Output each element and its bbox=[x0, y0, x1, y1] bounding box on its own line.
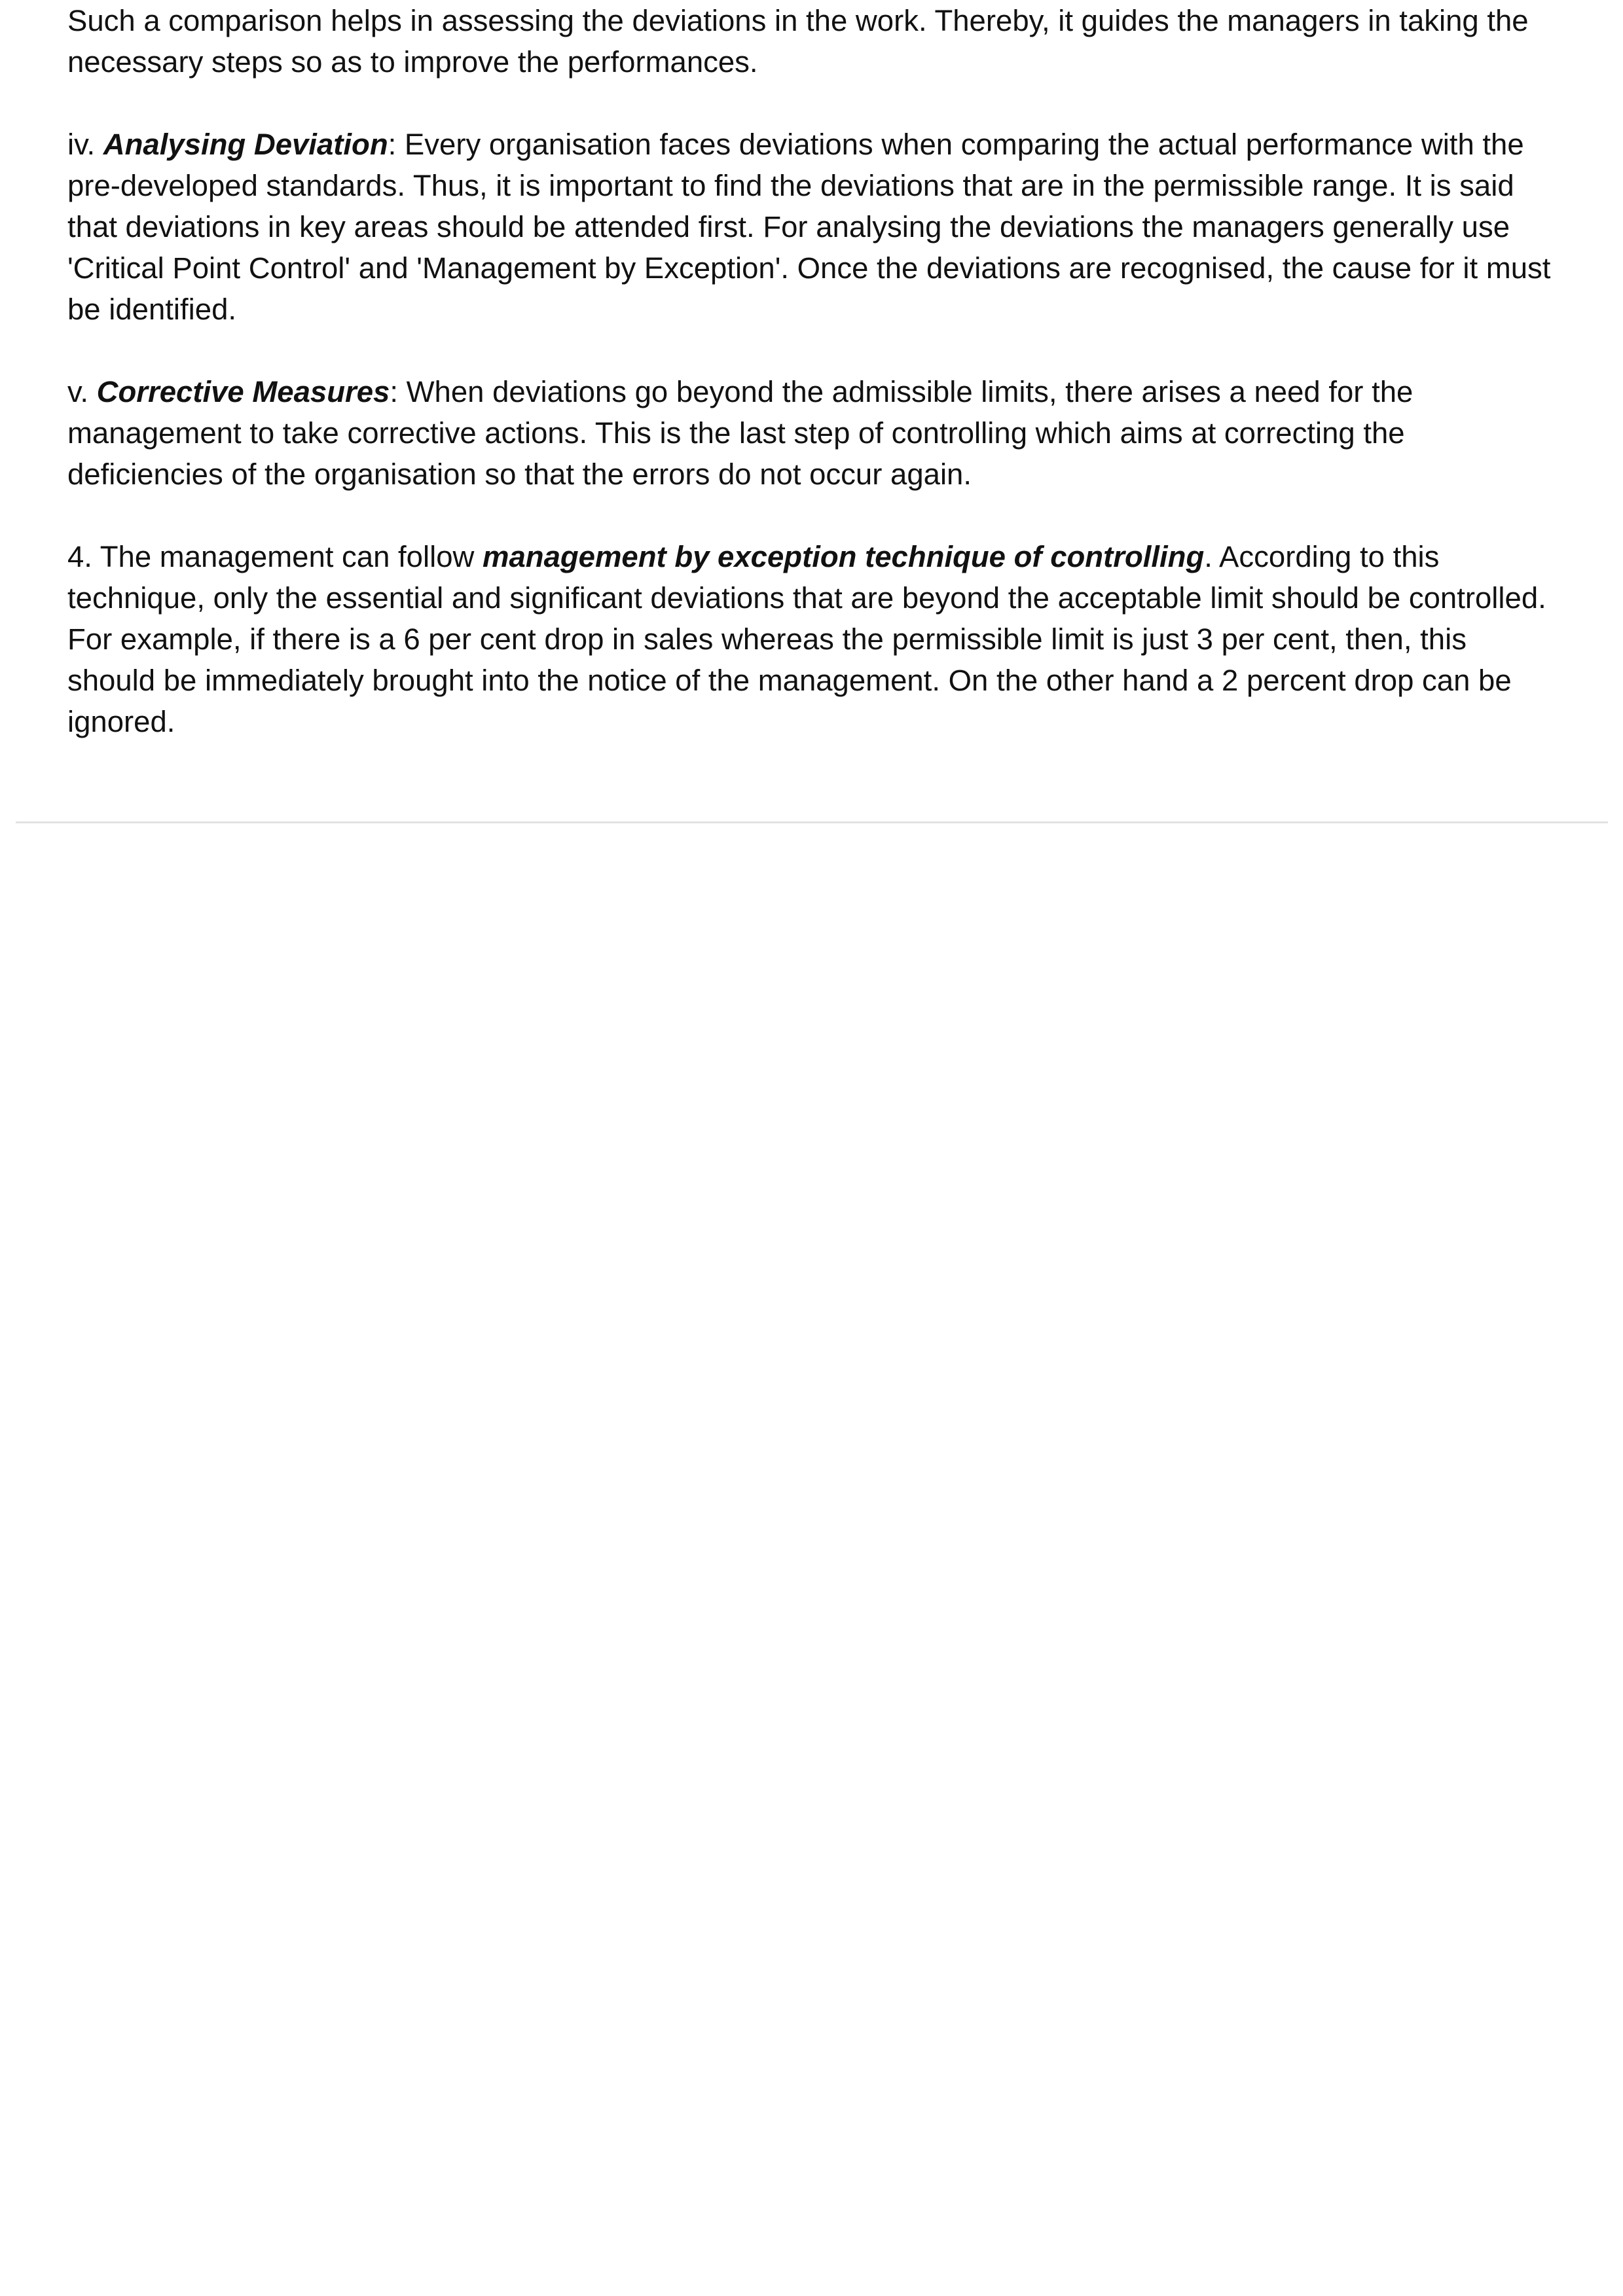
text-segment: 'Critical Point Control' and 'Management by Exception'. Once the deviations are recognised, the cause for it must bbox=[67, 251, 1551, 285]
text-line bbox=[67, 622, 1467, 656]
text-line bbox=[67, 4, 1529, 37]
text-segment: 4. The management can follow bbox=[67, 540, 483, 573]
text-segment: ignored. bbox=[67, 705, 175, 738]
text-line bbox=[67, 210, 1510, 243]
text-line bbox=[67, 251, 1550, 285]
text-segment: : Every organisation faces deviations when comparing the actual performance with the bbox=[388, 128, 1524, 161]
paragraph-corrective-measures bbox=[67, 371, 1613, 495]
text-segment: necessary steps so as to improve the performances. bbox=[67, 45, 758, 79]
emphasized-term: Corrective Measures bbox=[96, 375, 390, 408]
text-line bbox=[67, 416, 1405, 450]
text-line bbox=[67, 705, 175, 738]
text-segment: deficiencies of the organisation so that the errors do not occur again. bbox=[67, 457, 972, 491]
text-segment: . According to this bbox=[1204, 540, 1440, 573]
paragraph-comparison-continuation bbox=[67, 0, 1613, 82]
paragraph-analysing-deviation bbox=[67, 124, 1613, 330]
text-segment: pre-developed standards. Thus, it is important to find the deviations that are in the permissible range. It is said bbox=[67, 169, 1514, 202]
text-line bbox=[67, 581, 1546, 615]
text-line bbox=[67, 169, 1514, 202]
text-segment: Such a comparison helps in assessing the deviations in the work. Thereby, it guides the managers in taking the bbox=[67, 4, 1529, 37]
text-line bbox=[67, 375, 1413, 408]
page-divider bbox=[16, 821, 1608, 823]
text-line bbox=[67, 457, 972, 491]
paragraph-management-by-exception bbox=[67, 536, 1613, 742]
emphasized-term: Analysing Deviation bbox=[103, 128, 388, 161]
text-segment: For example, if there is a 6 per cent drop in sales whereas the permissible limit is just 3 per cent, then, this bbox=[67, 622, 1467, 656]
document-body bbox=[67, 0, 1613, 742]
text-segment: be identified. bbox=[67, 293, 237, 326]
text-line bbox=[67, 128, 1524, 161]
text-segment: v. bbox=[67, 375, 97, 408]
text-segment: iv. bbox=[67, 128, 103, 161]
text-segment: technique, only the essential and significant deviations that are beyond the acceptable limit should be controlled. bbox=[67, 581, 1546, 615]
text-line bbox=[67, 45, 758, 79]
text-segment: that deviations in key areas should be attended first. For analysing the deviations the managers generally use bbox=[67, 210, 1510, 243]
text-line bbox=[67, 293, 236, 326]
text-segment: management to take corrective actions. This is the last step of controlling which aims at correcting the bbox=[67, 416, 1405, 450]
text-line bbox=[67, 664, 1512, 697]
emphasized-term: management by exception technique of controlling bbox=[483, 540, 1205, 573]
text-line bbox=[67, 540, 1439, 573]
text-segment: should be immediately brought into the notice of the management. On the other hand a 2 percent drop can be bbox=[67, 664, 1512, 697]
text-segment: : When deviations go beyond the admissible limits, there arises a need for the bbox=[390, 375, 1413, 408]
